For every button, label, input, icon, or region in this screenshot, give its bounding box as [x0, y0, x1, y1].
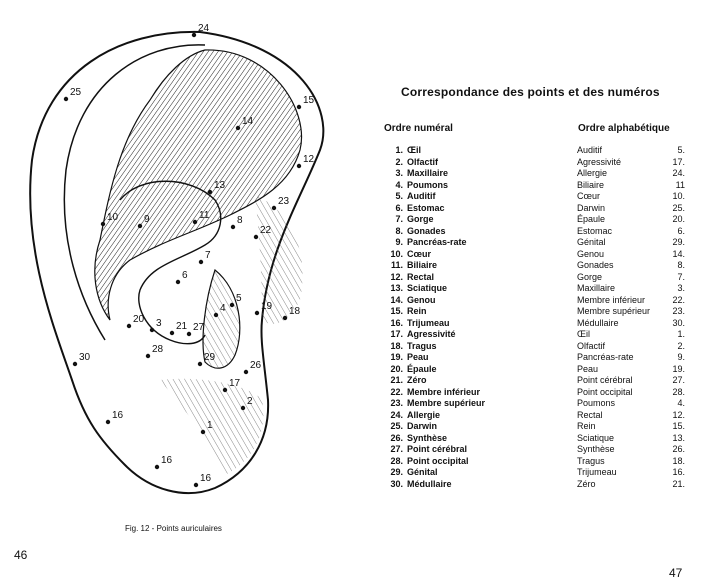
- alpha-number: 21.: [672, 478, 685, 489]
- acupoint-dot: [236, 126, 240, 130]
- acupoint-label: 16: [200, 473, 212, 484]
- alpha-row: [577, 444, 689, 456]
- acupoint-label: 17: [229, 378, 241, 389]
- alpha-number: 20.: [672, 214, 685, 224]
- page-number-right: 47: [669, 566, 683, 580]
- numeral-row: [381, 249, 531, 261]
- numeral-number: 14.: [390, 294, 403, 305]
- acupoint-label: 28: [152, 344, 164, 355]
- numeral-row: [381, 421, 531, 433]
- numeral-point-name: Maxillaire: [407, 168, 449, 178]
- numeral-number: 15.: [390, 306, 403, 316]
- numeral-number: 8.: [395, 225, 403, 236]
- alpha-row: [577, 272, 689, 284]
- numeral-row: [381, 191, 531, 203]
- acupoint-dot: [106, 420, 110, 424]
- numeral-point-name: Synthèse: [407, 432, 448, 443]
- numeral-point-name: Rectal: [407, 271, 435, 282]
- alpha-number: 26.: [672, 444, 685, 454]
- numeral-point-name: Pancréas-rate: [407, 237, 467, 247]
- alpha-number: 2.: [677, 340, 685, 351]
- alpha-row: [577, 157, 689, 169]
- alpha-point-name: Agressivité: [577, 156, 622, 167]
- numeral-row: [381, 398, 531, 410]
- numeral-number: 1.: [395, 145, 403, 155]
- alpha-number: 5.: [677, 145, 685, 155]
- numeral-point-name: Sciatique: [407, 283, 448, 293]
- alpha-row: [577, 226, 689, 238]
- acupoint-dot: [170, 331, 174, 335]
- numeral-row: [381, 237, 531, 249]
- numeral-point-name: Estomac: [407, 202, 445, 213]
- alpha-column-title: Ordre alphabétique: [578, 123, 670, 134]
- alpha-number: 10.: [672, 191, 685, 201]
- numeral-point-name: Allergie: [407, 409, 441, 420]
- acupoint-dot: [194, 483, 198, 487]
- page-number-left: 46: [14, 548, 28, 562]
- acupoint-dot: [201, 430, 205, 434]
- acupoint-label: 11: [199, 210, 210, 221]
- alpha-number: 16.: [672, 467, 685, 477]
- alpha-point-name: Point occipital: [577, 386, 633, 397]
- alpha-point-name: Cœur: [577, 191, 600, 201]
- numeral-point-name: Auditif: [407, 191, 436, 201]
- numeral-row: [381, 214, 531, 226]
- numeral-number: 12.: [390, 271, 403, 282]
- numeral-point-name: Biliaire: [407, 260, 438, 270]
- numeral-point-name: Génital: [407, 467, 438, 477]
- alpha-point-name: Poumons: [577, 398, 616, 408]
- acupoint-dot: [297, 105, 301, 109]
- figure-caption: Fig. 12 - Points auriculaires: [125, 524, 222, 533]
- alpha-row: [577, 341, 689, 353]
- numeral-row: [381, 283, 531, 295]
- numeral-point-name: Épaule: [407, 363, 437, 374]
- numeral-point-name: Membre supérieur: [407, 398, 486, 408]
- acupoint-label: 2: [247, 396, 253, 407]
- alpha-number: 3.: [677, 283, 685, 293]
- numeral-row: [381, 203, 531, 215]
- acupoint-dot: [283, 316, 287, 320]
- alpha-point-name: Darwin: [577, 202, 606, 213]
- alpha-number: 22.: [672, 294, 685, 305]
- acupoint-label: 15: [303, 95, 315, 106]
- acupoint-dot: [255, 311, 259, 315]
- table-heading: Correspondance des points et des numéros: [401, 85, 660, 99]
- acupoint-label: 16: [161, 455, 173, 466]
- alpha-number: 7.: [677, 271, 685, 282]
- numeral-row: [381, 375, 531, 387]
- alpha-point-name: Sciatique: [577, 432, 615, 443]
- numeral-point-name: Point cérébral: [407, 444, 468, 454]
- alpha-point-name: Maxillaire: [577, 283, 616, 293]
- alpha-number: 14.: [672, 248, 685, 259]
- acupoint-dot: [223, 388, 227, 392]
- numeral-point-name: Tragus: [407, 340, 437, 351]
- numeral-number: 7.: [395, 214, 403, 224]
- alpha-point-name: Synthèse: [577, 444, 615, 454]
- acupoint-dot: [73, 362, 77, 366]
- numeral-row: [381, 306, 531, 318]
- alpha-point-name: Médullaire: [577, 317, 619, 328]
- numeral-row: [381, 433, 531, 445]
- acupoint-label: 5: [236, 293, 242, 304]
- alpha-row: [577, 410, 689, 422]
- alpha-row: [577, 352, 689, 364]
- numeral-point-name: Gorge: [407, 214, 434, 224]
- alpha-number: 8.: [677, 260, 685, 270]
- alpha-point-name: Rectal: [577, 409, 603, 420]
- numeral-point-name: Genou: [407, 294, 436, 305]
- numeral-number: 28.: [390, 455, 403, 466]
- numeral-row: [381, 444, 531, 456]
- acupoint-label: 7: [205, 250, 211, 261]
- acupoint-label: 25: [70, 87, 82, 98]
- numeral-row: [381, 341, 531, 353]
- alpha-point-name: Membre inférieur: [577, 294, 646, 305]
- alpha-point-name: Biliaire: [577, 179, 605, 190]
- alpha-row: [577, 433, 689, 445]
- numeral-point-name: Agressivité: [407, 329, 456, 339]
- alpha-point-name: Gonades: [577, 260, 614, 270]
- numeral-point-name: Trijumeau: [407, 317, 450, 328]
- alpha-row: [577, 260, 689, 272]
- alpha-number: 6.: [677, 225, 685, 236]
- alpha-number: 24.: [672, 168, 685, 178]
- alpha-row: [577, 214, 689, 226]
- alpha-number: 11: [675, 179, 685, 190]
- alpha-row: [577, 456, 689, 468]
- numeral-list: [381, 145, 531, 490]
- numeral-row: [381, 226, 531, 238]
- acupoint-dot: [244, 370, 248, 374]
- alpha-row: [577, 398, 689, 410]
- acupoint-label: 10: [107, 212, 119, 223]
- alpha-number: 19.: [672, 363, 685, 374]
- numeral-number: 21.: [390, 375, 403, 385]
- numeral-point-name: Œil: [407, 145, 422, 155]
- numeral-point-name: Point occipital: [407, 455, 469, 466]
- alpha-point-name: Membre supérieur: [577, 306, 651, 316]
- alpha-number: 30.: [672, 317, 685, 328]
- numeral-number: 25.: [390, 421, 403, 431]
- acupoint-label: 22: [260, 225, 272, 236]
- acupoint-label: 6: [182, 270, 188, 281]
- numeral-row: [381, 479, 531, 491]
- alpha-row: [577, 168, 689, 180]
- alpha-point-name: Estomac: [577, 225, 613, 236]
- acupoint-dot: [127, 324, 131, 328]
- alpha-number: 29.: [672, 237, 685, 247]
- acupoint-label: 9: [144, 214, 150, 225]
- alpha-point-name: Gorge: [577, 271, 603, 282]
- alpha-point-name: Genou: [577, 248, 605, 259]
- acupoint-dot: [297, 164, 301, 168]
- numeral-number: 18.: [390, 340, 403, 351]
- acupoint-dot: [241, 406, 245, 410]
- alpha-number: 1.: [677, 329, 685, 339]
- numeral-row: [381, 467, 531, 479]
- acupoint-dot: [272, 206, 276, 210]
- alpha-number: 23.: [672, 306, 685, 316]
- alpha-row: [577, 237, 689, 249]
- acupoint-label: 1: [207, 420, 213, 431]
- acupoint-dot: [193, 220, 197, 224]
- acupoint-label: 13: [214, 180, 226, 191]
- numeral-row: [381, 272, 531, 284]
- numeral-number: 30.: [390, 478, 403, 489]
- acupoint-dot: [155, 465, 159, 469]
- acupoint-dot: [192, 33, 196, 37]
- acupoint-dot: [187, 332, 191, 336]
- acupoint-dot: [198, 362, 202, 366]
- numeral-row: [381, 387, 531, 399]
- acupoint-label: 19: [261, 301, 273, 312]
- alpha-point-name: Zéro: [577, 478, 596, 489]
- acupoint-dot: [208, 190, 212, 194]
- numeral-number: 19.: [390, 352, 403, 362]
- numeral-number: 23.: [390, 398, 403, 408]
- numeral-point-name: Zéro: [407, 375, 427, 385]
- acupoint-dot: [199, 260, 203, 264]
- acupoint-label: 29: [204, 352, 216, 363]
- alpha-number: 12.: [672, 409, 685, 420]
- numeral-number: 29.: [390, 467, 403, 477]
- numeral-number: 13.: [390, 283, 403, 293]
- alpha-point-name: Génital: [577, 237, 606, 247]
- alpha-point-name: Point cérébral: [577, 375, 633, 385]
- acupoint-label: 24: [198, 23, 210, 34]
- alpha-point-name: Tragus: [577, 455, 605, 466]
- numeral-point-name: Poumons: [407, 179, 449, 190]
- alpha-row: [577, 249, 689, 261]
- alpha-point-name: Allergie: [577, 168, 608, 178]
- numeral-number: 4.: [395, 179, 403, 190]
- acupoint-dot: [146, 354, 150, 358]
- alphabetical-list: [577, 145, 689, 490]
- alpha-number: 25.: [672, 202, 685, 213]
- numeral-point-name: Rein: [407, 306, 427, 316]
- acupoint-label: 27: [193, 322, 205, 333]
- alpha-point-name: Auditif: [577, 145, 603, 155]
- alpha-number: 13.: [672, 432, 685, 443]
- numeral-row: [381, 145, 531, 157]
- alpha-point-name: Rein: [577, 421, 596, 431]
- acupoint-label: 12: [303, 154, 315, 165]
- acupoint-label: 20: [133, 314, 145, 325]
- alpha-row: [577, 479, 689, 491]
- alpha-row: [577, 295, 689, 307]
- numeral-point-name: Membre inférieur: [407, 386, 481, 397]
- alpha-row: [577, 145, 689, 157]
- numeral-column-title: Ordre numéral: [384, 123, 453, 134]
- alpha-row: [577, 318, 689, 330]
- alpha-row: [577, 203, 689, 215]
- alpha-number: 18.: [672, 455, 685, 466]
- numeral-row: [381, 318, 531, 330]
- numeral-row: [381, 260, 531, 272]
- ear-illustration: [0, 0, 360, 520]
- alpha-row: [577, 283, 689, 295]
- numeral-number: 2.: [395, 156, 403, 167]
- alpha-row: [577, 306, 689, 318]
- alpha-number: 17.: [672, 156, 685, 167]
- acupoint-label: 26: [250, 360, 262, 371]
- alpha-number: 9.: [677, 352, 685, 362]
- numeral-row: [381, 410, 531, 422]
- numeral-point-name: Médullaire: [407, 478, 452, 489]
- acupoint-label: 21: [176, 321, 188, 332]
- alpha-row: [577, 467, 689, 479]
- numeral-row: [381, 168, 531, 180]
- alpha-number: 4.: [677, 398, 685, 408]
- acupoint-label: 4: [220, 303, 226, 314]
- alpha-point-name: Olfactif: [577, 340, 606, 351]
- acupoint-dot: [138, 224, 142, 228]
- acupoint-dot: [230, 303, 234, 307]
- numeral-row: [381, 295, 531, 307]
- numeral-number: 17.: [390, 329, 403, 339]
- numeral-point-name: Darwin: [407, 421, 438, 431]
- acupoint-label: 23: [278, 196, 290, 207]
- numeral-row: [381, 180, 531, 192]
- numeral-number: 10.: [390, 248, 403, 259]
- acupoint-dot: [254, 235, 258, 239]
- acupoint-label: 8: [237, 215, 243, 226]
- alpha-row: [577, 421, 689, 433]
- numeral-number: 20.: [390, 363, 403, 374]
- numeral-row: [381, 352, 531, 364]
- alpha-point-name: Trijumeau: [577, 467, 617, 477]
- numeral-row: [381, 456, 531, 468]
- alpha-row: [577, 329, 689, 341]
- acupoint-label: 3: [156, 318, 162, 329]
- acupoint-dot: [176, 280, 180, 284]
- acupoint-dot: [64, 97, 68, 101]
- acupoint-label: 16: [112, 410, 124, 421]
- numeral-number: 6.: [395, 202, 403, 213]
- alpha-row: [577, 180, 689, 192]
- numeral-row: [381, 157, 531, 169]
- acupoint-label: 30: [79, 352, 91, 363]
- alpha-point-name: Épaule: [577, 214, 606, 224]
- alpha-point-name: Peau: [577, 363, 599, 374]
- acupoint-dot: [231, 225, 235, 229]
- numeral-number: 9.: [395, 237, 403, 247]
- alpha-number: 15.: [672, 421, 685, 431]
- acupoint-label: 18: [289, 306, 301, 317]
- numeral-point-name: Cœur: [407, 248, 431, 259]
- numeral-number: 5.: [395, 191, 403, 201]
- numeral-number: 11.: [390, 260, 403, 270]
- numeral-point-name: Olfactif: [407, 156, 439, 167]
- numeral-number: 24.: [390, 409, 403, 420]
- alpha-number: 28.: [672, 386, 685, 397]
- numeral-number: 16.: [390, 317, 403, 328]
- acupoint-label: 14: [242, 116, 254, 127]
- numeral-number: 3.: [395, 168, 403, 178]
- alpha-row: [577, 191, 689, 203]
- numeral-number: 22.: [390, 386, 403, 397]
- numeral-number: 27.: [390, 444, 403, 454]
- alpha-point-name: Pancréas-rate: [577, 352, 634, 362]
- alpha-number: 27.: [672, 375, 685, 385]
- alpha-row: [577, 375, 689, 387]
- acupoint-dot: [101, 222, 105, 226]
- alpha-row: [577, 387, 689, 399]
- numeral-point-name: Peau: [407, 352, 429, 362]
- acupoint-dot: [150, 328, 154, 332]
- alpha-row: [577, 364, 689, 376]
- numeral-point-name: Gonades: [407, 225, 446, 236]
- numeral-row: [381, 329, 531, 341]
- numeral-row: [381, 364, 531, 376]
- numeral-number: 26.: [390, 432, 403, 443]
- alpha-point-name: Œil: [577, 329, 590, 339]
- acupoint-dot: [214, 313, 218, 317]
